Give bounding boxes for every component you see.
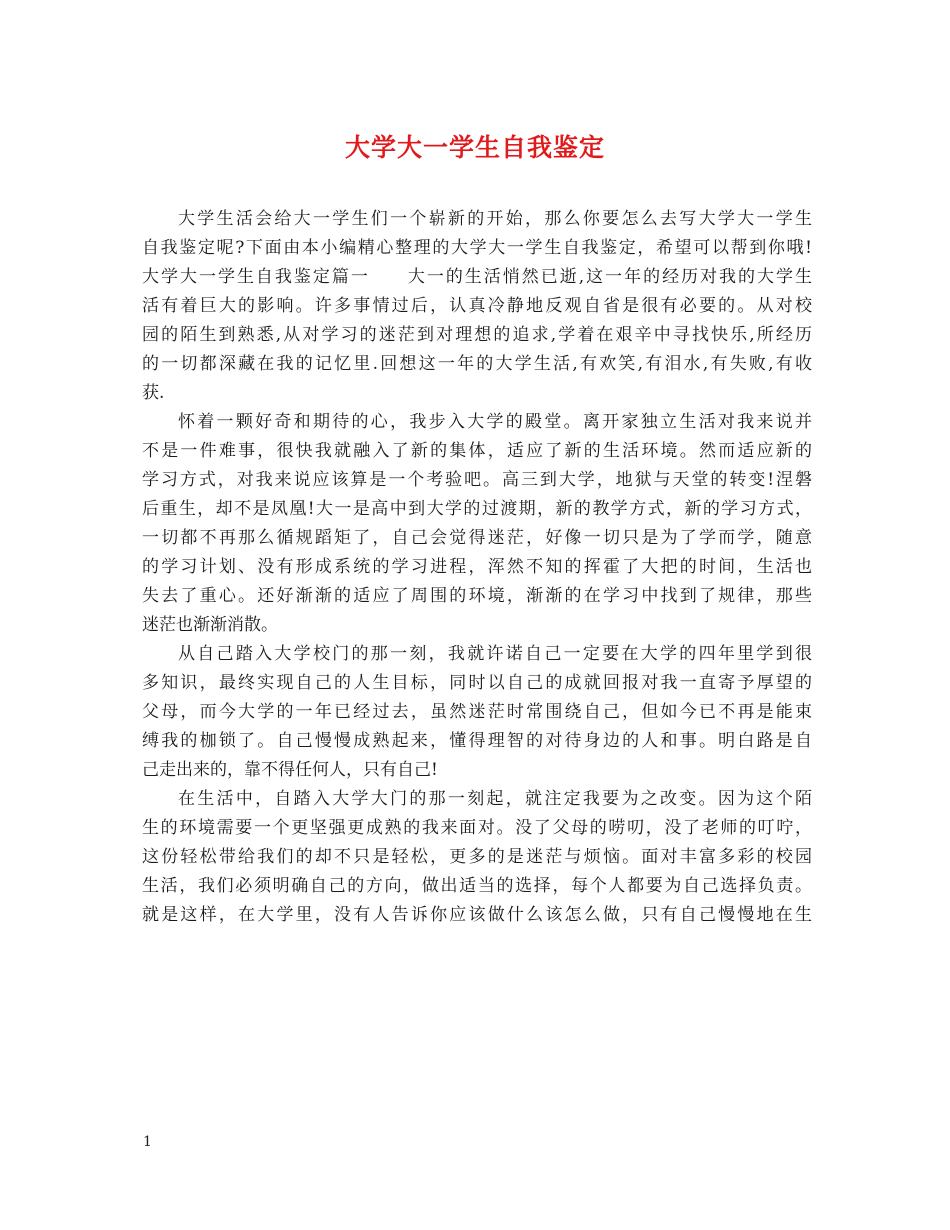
- text-line: 活有着巨大的影响。许多事情过后，认真冷静地反观自省是很有必要的。从对校: [142, 296, 812, 316]
- text-line: 大学生活会给大一学生们一个崭新的开始，那么你要怎么去写大学大一学生: [178, 209, 812, 229]
- text-line: 后重生，却不是凤凰!大一是高中到大学的过渡期，新的教学方式，新的学习方式，: [142, 499, 812, 519]
- text-line: 大学大一学生自我鉴定篇一 大一的生活悄然已逝,这一年的经历对我的大学生: [142, 267, 812, 287]
- text-line: 一切都不再那么循规蹈矩了，自己会觉得迷茫，好像一切只是为了学而学，随意: [142, 528, 812, 548]
- text-line: 这份轻松带给我们的却不只是轻松，更多的是迷茫与烦恼。面对丰富多彩的校园: [142, 847, 812, 867]
- text-line: 的一切都深藏在我的记忆里.回想这一年的大学生活,有欢笑,有泪水,有失败,有收: [142, 354, 812, 374]
- text-line: 失去了重心。还好渐渐的适应了周围的环境，渐渐的在学习中找到了规律，那些: [142, 586, 812, 606]
- text-line: 就是这样，在大学里，没有人告诉你应该做什么该怎么做，只有自己慢慢地在生: [142, 905, 812, 925]
- document-title: 大学大一学生自我鉴定: [344, 133, 605, 162]
- text-line: 己走出来的，靠不得任何人，只有自己!: [142, 760, 438, 780]
- text-line: 园的陌生到熟悉,从对学习的迷茫到对理想的追求,学着在艰辛中寻找快乐,所经历: [142, 325, 812, 345]
- text-line: 从自己踏入大学校门的那一刻，我就许诺自己一定要在大学的四年里学到很: [178, 644, 812, 664]
- text-line: 生活，我们必须明确自己的方向，做出适当的选择，每个人都要为自己选择负责。: [142, 876, 812, 896]
- page-number: 1: [143, 1134, 152, 1150]
- text-line: 自我鉴定呢?下面由本小编精心整理的大学大一学生自我鉴定，希望可以帮到你哦!: [142, 238, 812, 258]
- text-line: 生的环境需要一个更坚强更成熟的我来面对。没了父母的唠叨，没了老师的叮咛，: [142, 818, 812, 838]
- text-line: 多知识，最终实现自己的人生目标，同时以自己的成就回报对我一直寄予厚望的: [142, 673, 812, 693]
- text-line: 在生活中，自踏入大学大门的那一刻起，就注定我要为之改变。因为这个陌: [178, 789, 812, 809]
- text-line: 的学习计划、没有形成系统的学习进程，浑然不知的挥霍了大把的时间，生活也: [142, 557, 812, 577]
- text-line: 怀着一颗好奇和期待的心，我步入大学的殿堂。离开家独立生活对我来说并: [178, 412, 812, 432]
- document-body: [142, 205, 812, 930]
- text-line: 获.: [142, 383, 165, 403]
- text-line: 缚我的枷锁了。自己慢慢成熟起来，懂得理智的对待身边的人和事。明白路是自: [142, 731, 812, 751]
- text-line: 学习方式，对我来说应该算是一个考验吧。高三到大学，地狱与天堂的转变!涅磐: [142, 470, 812, 490]
- text-line: 不是一件难事，很快我就融入了新的集体，适应了新的生活环境。然而适应新的: [142, 441, 812, 461]
- text-line: 迷茫也渐渐消散。: [142, 615, 278, 635]
- text-line: 父母，而今大学的一年已经过去，虽然迷茫时常围绕自己，但如今已不再是能束: [142, 702, 812, 722]
